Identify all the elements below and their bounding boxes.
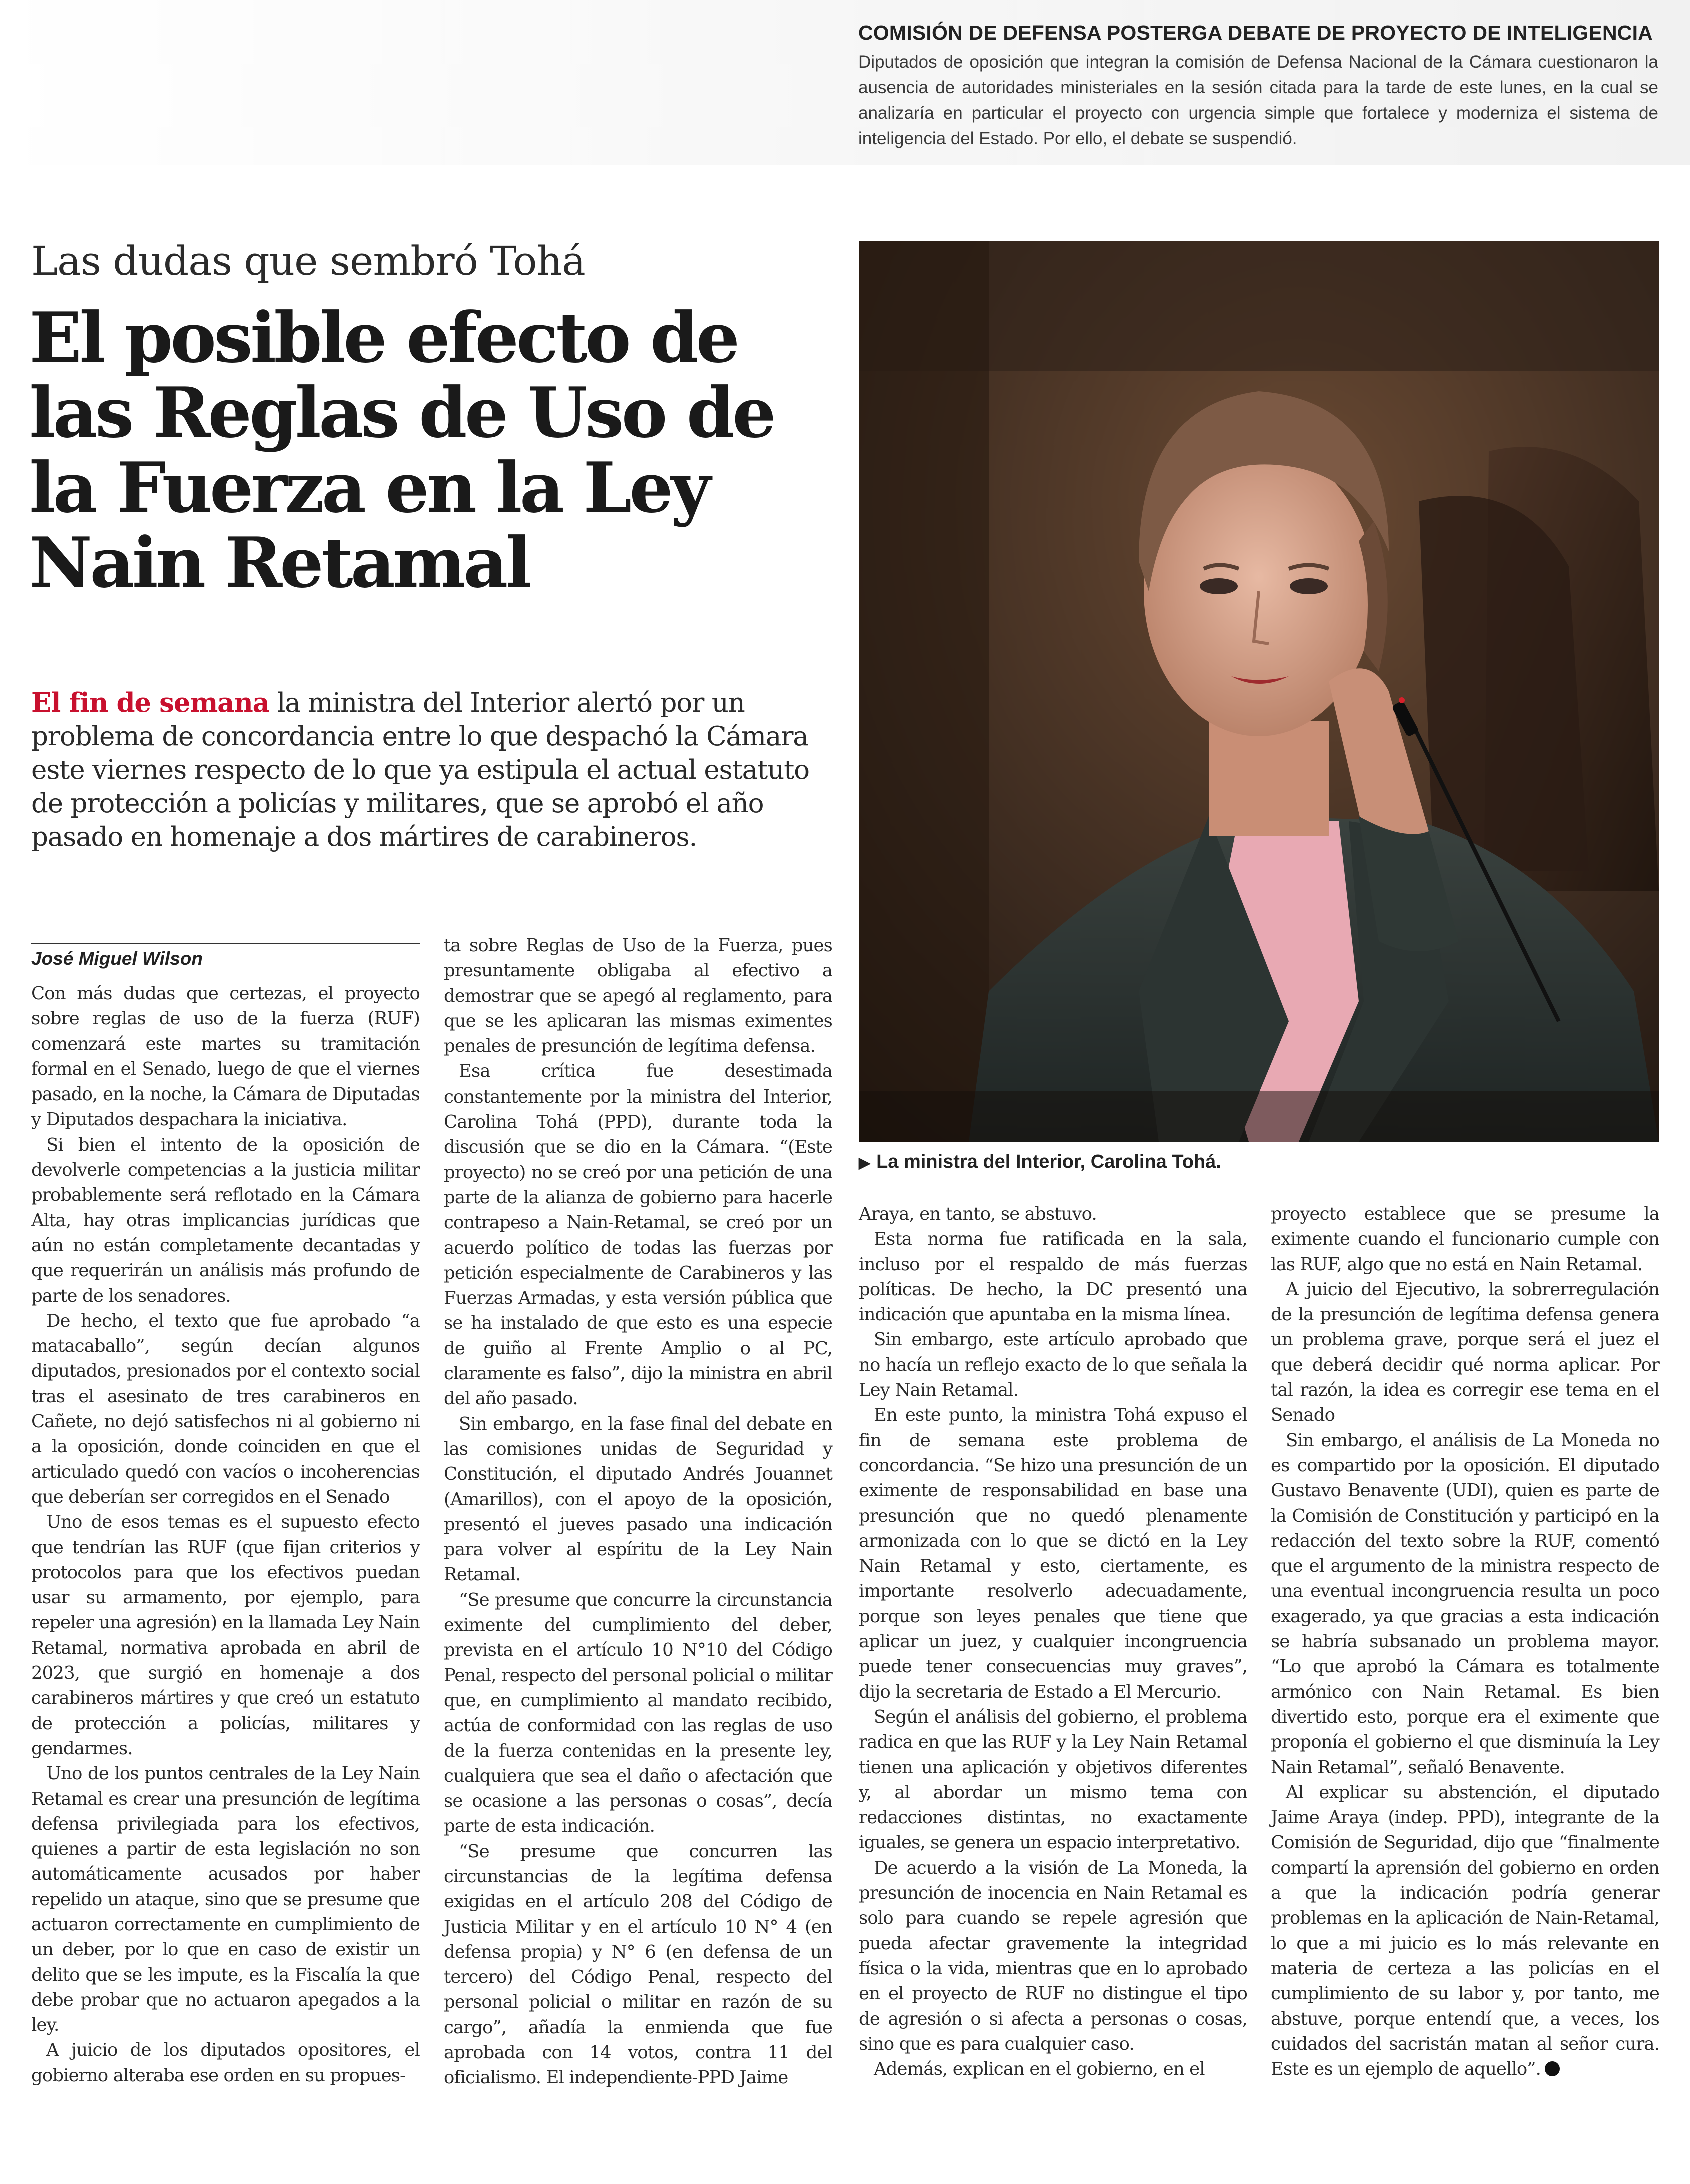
photo-caption-text: La ministra del Interior, Carolina Tohá.	[876, 1151, 1221, 1172]
paragraph: Esta norma fue ratificada en la sala, incluso por el respaldo de más fuerzas políticas. De hecho, la DC presentó una indicación que apuntaba en la misma línea.	[859, 1229, 1247, 1325]
paragraph: ta sobre Reglas de Uso de la Fuerza, pues presuntamente obligaba al efectivo a demostrar que se apegó al reglamento, para que se les aplicaran las mismas eximentes penales de presunción de legítima defensa.	[444, 935, 832, 1057]
article-headline: El posible efecto de las Reglas de Uso de la Fuerza en la Ley Nain Retamal	[29, 297, 774, 603]
paragraph: En este punto, la ministra Tohá expuso el fin de semana este problema de concordancia. “Se hizo una presunción de un eximente de responsabilidad en base una presunción que no quedó plenamente armonizada con lo que se dictó en la Ley Nain Retamal y esto, ciertamente, es importante resolverlo adecuadamente, porque son leyes penales que tiene que aplicar un juez, y cualquier incongruencia puede tener consecuencias muy graves”, dijo la secretaria de Estado a El Mercurio.	[859, 1405, 1247, 1702]
paragraph: Sin embargo, el análisis de La Moneda no es compartido por la oposición. El diputado Gustavo Benavente (UDI), quien es parte de la Comisión de Constitución y participó en la redacción del texto sobre la RUF, comentó que el argumento de la ministra respecto de una eventual incongruencia resulta un poco exagerado, ya que gracias a esta indicación se habría subsanado un problema mayor. “Lo que aprobó la Cámara es totalmente armónico con Nain Retamal. Es bien divertido esto, porque era el eximente que proponía el gobierno el que disminuía la Ley Nain Retamal”, señaló Benavente.	[1271, 1430, 1659, 1778]
paragraph: Sin embargo, en la fase final del debate en las comisiones unidas de Seguridad y Constitución, el diputado Andrés Jouannet (Amarillos), con el apoyo de la oposición, presentó el jueves pasado una indicación para volver al espíritu de la Ley Nain Retamal.	[444, 1413, 832, 1585]
article-photo	[859, 241, 1659, 1142]
body-column-1	[31, 981, 420, 2088]
paragraph: “Se presume que concurren las circunstancias de la legítima defensa exigidas en el artículo 208 del Código de Justicia Militar y en el artículo 10 N° 4 (en defensa propia) y N° 6 (en defensa de un tercero) del Código Penal, respecto del personal policial o militar en razón de su cargo”, añadía la enmienda que fue aprobada con 14 votos, contra 11 del oficialismo. El independiente-PPD Jaime	[444, 1841, 832, 2088]
brief-body: Diputados de oposición que integran la comisión de Defensa Nacional de la Cámara cuestionaron la ausencia de autoridades ministeriales en la sesión citada para la tarde de este lunes, en la cual se analizaría en particular el proyecto con urgencia simple que fortalece y moderniza el sistema de inteligencia del Estado. Por ello, el debate se suspendió.	[858, 52, 1658, 148]
paragraph: “Se presume que concurre la circunstancia eximente del cumplimiento del deber, prevista en el artículo 10 N°10 del Código Penal, respecto del personal policial o militar que, en cumplimiento al mandato recibido, actúa de conformidad con las reglas de uso de la fuerza contenidas en la presente ley, cualquiera que sea el daño o afectación que se ocasione a las personas o cosas”, decía parte de esta indicación.	[444, 1589, 832, 1837]
paragraph: A juicio de los diputados opositores, el gobierno alteraba ese orden en su propues-	[31, 2040, 420, 2086]
paragraph: Según el análisis del gobierno, el problema radica en que las RUF y la Ley Nain Retamal tienen una aplicación y objetivos diferentes y, al abordar un mismo tema con redacciones distintas, no exactamente iguales, se genera un espacio interpretativo.	[859, 1706, 1247, 1853]
paragraph: De hecho, el texto que fue aprobado “a matacaballo”, según decían algunos diputados, presionados por el contexto social tras el asesinato de tres carabineros en Cañete, no dejó satisfechos ni al gobierno ni a la oposición, donde coinciden en que el articulado quedó con vacíos o incoherencias que deberían ser corregidos en el Senado	[31, 1310, 420, 1507]
paragraph: Uno de los puntos centrales de la Ley Nain Retamal es crear una presunción de legítima defensa privilegiada para los efectivos, quienes a partir de esta legislación no son automáticamente acusados por haber repelido un ataque, sino que se presume que actuaron correctamente en cumplimiento de un deber, por lo que en caso de existir un delito que se les impute, es la Fiscalía la que debe probar que no actuaron apegados a la ley.	[31, 1763, 420, 2036]
paragraph: Con más dudas que certezas, el proyecto sobre reglas de uso de la fuerza (RUF) comenzará este martes su tramitación formal en el Senado, luego de que el viernes pasado, en la noche, la Cámara de Diputadas y Diputados despachara la iniciativa.	[31, 983, 420, 1130]
paragraph: Además, explican en el gobierno, en el	[874, 2059, 1205, 2080]
article-kicker: Las dudas que sembró Tohá	[31, 238, 585, 284]
article-lead	[31, 686, 811, 854]
paragraph: Esa crítica fue desestimada constantemente por la ministra del Interior, Carolina Tohá (PPD), durante toda la discusión que se dio en la Cámara. “(Este proyecto) no se creó por una petición de una parte de la alianza de gobierno para hacerle contrapeso a Nain-Retamal, se creó por un acuerdo político de todas las fuerzas por petición especialmente de Carabineros y las Fuerzas Armadas, y esta versión pública que se ha instalado de que esto es una especie de guiño al Frente Amplio o al PC, claramente es falso”, dijo la ministra en abril del año pasado.	[444, 1061, 832, 1409]
body-column-3	[859, 1202, 1247, 2082]
paragraph: De acuerdo a la visión de La Moneda, la presunción de inocencia en Nain Retamal es solo para cuando se repele agresión que pueda afectar gravemente la integridad física o la vida, mientras que en lo aprobado en el proyecto de RUF no distingue el tipo de agresión o si afecta a personas o cosas, sino que es para cualquier caso.	[859, 1857, 1247, 2054]
paragraph: Araya, en tanto, se abstuvo.	[859, 1204, 1097, 1224]
paragraph-text: Al explicar su abstención, el diputado Jaime Araya (indep. PPD), integrante de la Comisión de Seguridad, dijo que “finalmente compartí la aprensión del gobierno en orden a que la indicación podría generar problemas en la aplicación de Nain-Retamal, lo que a mi juicio es lo más relevante en materia de certeza a las policías en el cumplimiento de su labor y, por tanto, me abstuve, porque entendí que, a veces, los cuidados del sacristán matan al señor cura. Este es un ejemplo de aquello”.	[1271, 1782, 1659, 2080]
paragraph: Si bien el intento de la oposición de devolverle competencias a la justicia militar probablemente será reflotado en la Cámara Alta, hay otras implicancias jurídicas que aún no están completamente decantadas y que requerirán un análisis más profundo de parte de los senadores.	[31, 1134, 420, 1306]
minister-photo-illustration	[859, 241, 1659, 1142]
paragraph: Sin embargo, este artículo aprobado que no hacía un reflejo exacto de lo que señala la Ley Nain Retamal.	[859, 1329, 1247, 1401]
body-column-2	[444, 933, 832, 2091]
brief-title: COMISIÓN DE DEFENSA POSTERGA DEBATE DE PROYECTO DE INTELIGENCIA	[858, 21, 1653, 44]
lead-text: la ministra del Interior alertó por un problema de concordancia entre lo que despachó la Cámara este viernes respecto de lo que ya estipula el actual estatuto de protección a policías y militares, que se aprobó el año pasado en homenaje a dos mártires de carabineros.	[31, 688, 809, 852]
photo-caption	[859, 1150, 1659, 1175]
body-column-4	[1271, 1202, 1659, 2082]
paragraph: Uno de esos temas es el supuesto efecto que tendrían las RUF (que fijan criterios y protocolos para que los efectivos puedan usar su armamento, por ejemplo, para repeler una agresión) en la llamada Ley Nain Retamal, normativa aprobada en abril de 2023, que surgió en homenaje a dos carabineros mártires y que creó un estatuto de protección a policías, militares y gendarmes.	[31, 1512, 420, 1759]
paragraph: proyecto establece que se presume la eximente cuando el funcionario cumple con las RUF, algo que no está en Nain Retamal.	[1271, 1204, 1659, 1275]
lead-highlight: El fin de semana	[31, 687, 269, 718]
byline: José Miguel Wilson	[31, 943, 420, 970]
triangle-right-icon: ▶	[859, 1155, 871, 1171]
paragraph	[1271, 1780, 1659, 2082]
paragraph: A juicio del Ejecutivo, la sobrerregulación de la presunción de legítima defensa genera un problema grave, porque será el juez el que deberá decidir qué norma aplicar. Por tal razón, la idea es corregir ese tema en el Senado	[1271, 1279, 1659, 1426]
end-mark-icon	[1545, 2061, 1560, 2076]
news-brief	[858, 20, 1658, 151]
